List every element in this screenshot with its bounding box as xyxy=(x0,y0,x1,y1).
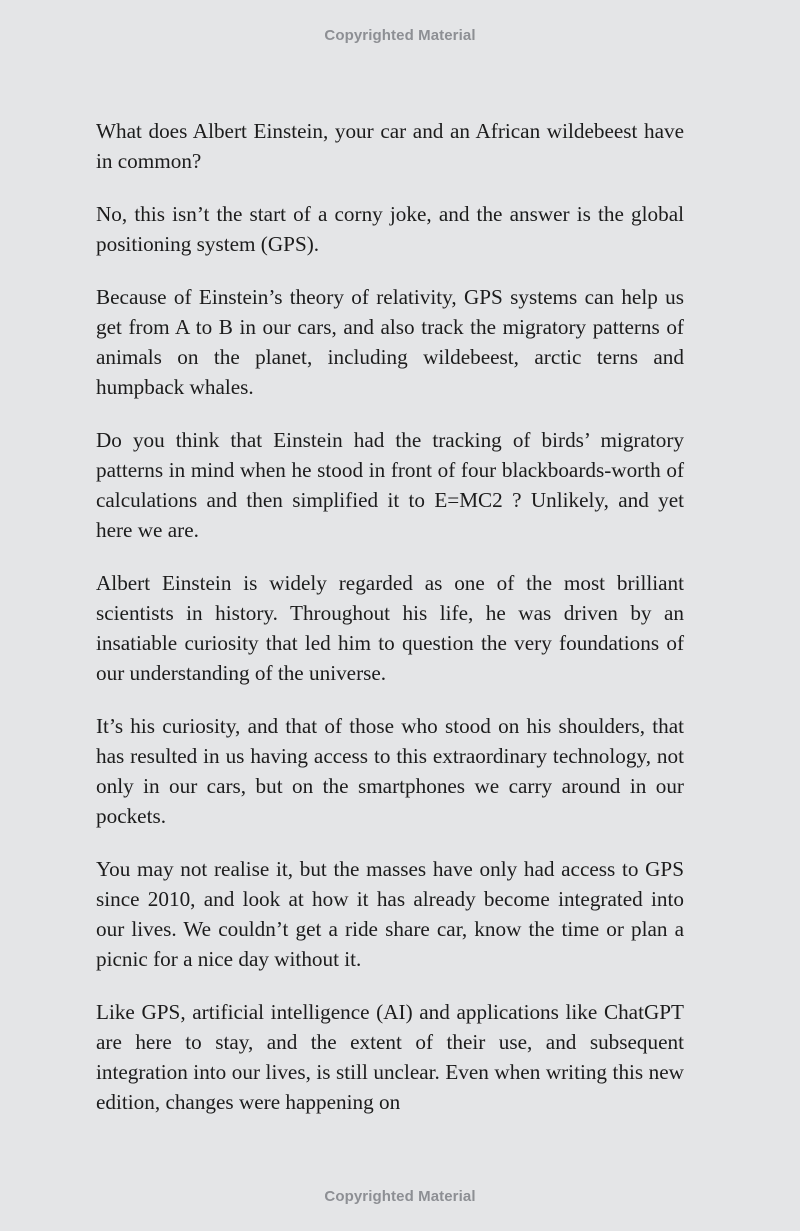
paragraph-4: Do you think that Einstein had the tracking of birds’ migratory patterns in mind when he stood in front of four blackboards-worth of calculations and then simplified it to E=MC2 ? Unlikely, and yet here we are. xyxy=(96,428,684,542)
paragraph-5: Albert Einstein is widely regarded as one of the most brilliant scientists in history. Throughout his life, he was driven by an insatiable curiosity that led him to question the very foundations of our understanding of the universe. xyxy=(96,571,684,685)
copyright-watermark-bottom: Copyrighted Material xyxy=(324,1188,476,1205)
paragraph-7: You may not realise it, but the masses have only had access to GPS since 2010, and look at how it has already become integrated into our lives. We couldn’t get a ride share car, know the time or plan a picnic for a nice day without it. xyxy=(96,857,684,971)
paragraph-1: What does Albert Einstein, your car and an African wildebeest have in common? xyxy=(96,119,684,173)
paragraph-8: Like GPS, artificial intelligence (AI) and applications like ChatGPT are here to stay, and the extent of their use, and subsequent integration into our lives, is still unclear. Even when writing this new edition, changes were happening on xyxy=(96,1000,684,1114)
paragraph-6: It’s his curiosity, and that of those who stood on his shoulders, that has resulted in us having access to this extraordinary technology, not only in our cars, but on the smartphones we carry around in our pockets. xyxy=(96,714,684,828)
paragraph-2: No, this isn’t the start of a corny joke, and the answer is the global positioning system (GPS). xyxy=(96,202,684,256)
page-body xyxy=(96,116,684,1140)
paragraph-3: Because of Einstein’s theory of relativity, GPS systems can help us get from A to B in our cars, and also track the migratory patterns of animals on the planet, including wildebeest, arctic terns and humpback whales. xyxy=(96,285,684,399)
copyright-watermark-top: Copyrighted Material xyxy=(324,27,476,44)
